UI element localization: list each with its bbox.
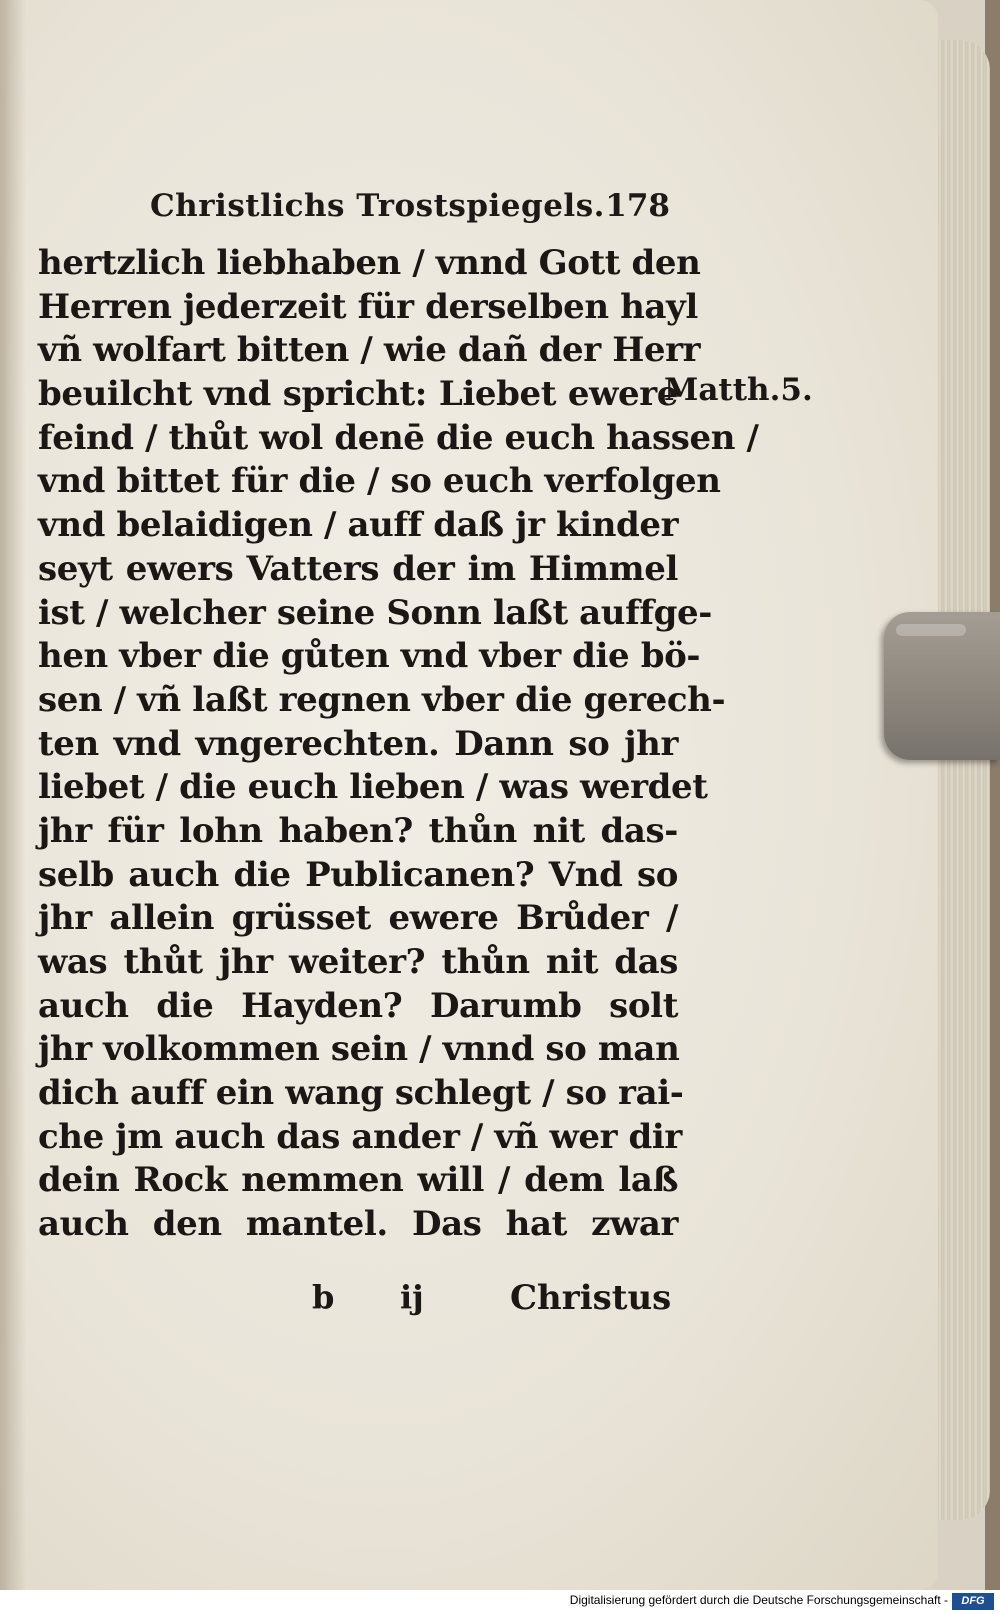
text-line: vñ wolfart bitten / wie dañ der Herr [38,330,701,371]
margin-note: Matth.5. [664,372,813,408]
text-line: selb auch die Publicanen? Vnd so [38,854,678,895]
spine-shadow [0,0,26,1590]
text-line: jhr allein grüsset ewere Brůder / [38,898,678,939]
text-line: ten vnd vngerechten. Dann so jhr [38,723,678,764]
text-line: che jm auch das ander / vñ wer dir [38,1116,682,1157]
text-line: Herren jederzeit für derselben hayl [38,286,698,327]
page-clip-highlight [896,624,966,636]
text-line: jhr volkommen sein / vnnd so man [38,1029,680,1070]
dfg-logo: DFG [952,1593,994,1610]
signature-number: ij [400,1278,424,1316]
text-line: sen / vñ laßt regnen vber die gerech- [38,679,726,720]
text-line: beuilcht vnd spricht: Liebet ewere [38,374,678,415]
text-line: vnd bittet für die / so euch verfolgen [38,461,721,502]
text-line: vnd belaidigen / auff daß jr kinder [38,505,679,546]
text-line: dich auff ein wang schlegt / so rai- [38,1073,684,1114]
text-line: auch den mantel. Das hat zwar [38,1204,678,1245]
footer-credit: Digitalisierung gefördert durch die Deutsche Forschungsgemeinschaft - [569,1593,948,1607]
text-line: jhr für lohn haben? thůn nit das- [38,810,678,851]
text-line: seyt ewers Vatters der im Himmel [38,548,678,589]
text-line: feind / thůt wol denē die euch hassen / [38,417,759,458]
text-line: ist / welcher seine Sonn laßt auffge- [38,592,712,633]
text-line: auch die Hayden? Darumb solt [38,985,678,1026]
page-header [150,188,670,236]
text-line: liebet / die euch lieben / was werdet [38,767,708,808]
text-line: dein Rock nemmen will / dem laß [38,1160,678,1201]
text-line: was thůt jhr weiter? thůn nit das [38,942,678,982]
page-edges [930,40,990,1520]
text-line: hertzlich liebhaben / vnnd Gott den [38,243,701,283]
page-number: 178 [605,188,670,224]
footer-bar [0,1590,1000,1614]
signature-letter: b [312,1278,335,1316]
text-line: hen vber die gůten vnd vber die bö- [38,636,701,677]
catchword: Christus [510,1278,672,1318]
running-title: Christlichs Trostspiegels. [150,188,605,224]
